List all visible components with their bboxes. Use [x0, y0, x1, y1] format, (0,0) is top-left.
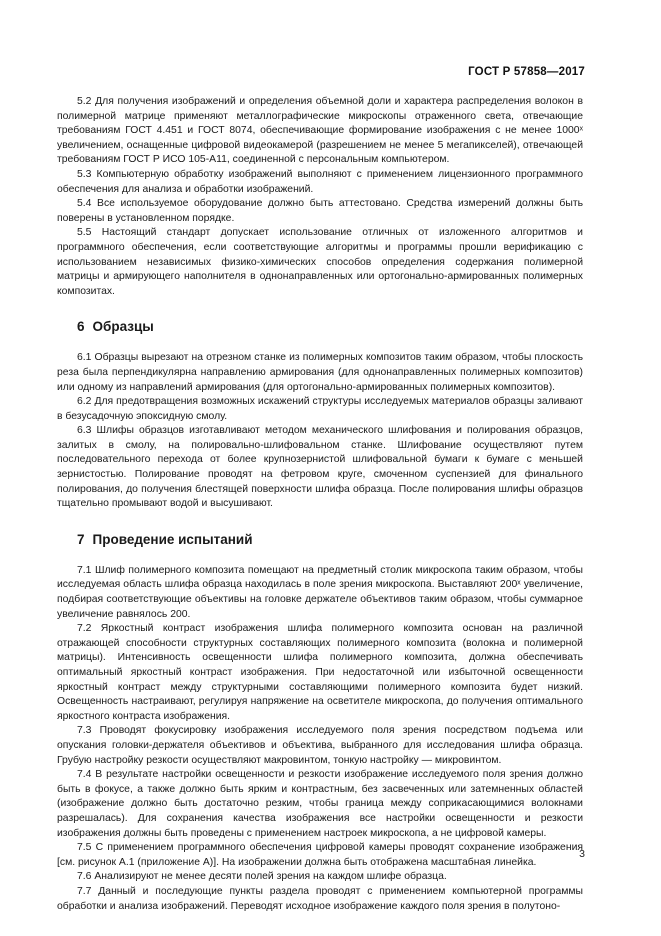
paragraph-5-4: 5.4 Все используемое оборудование должно быть аттестовано. Средства измерений должны быть поверены в установленном порядке.: [57, 198, 583, 224]
document-body: [57, 95, 583, 914]
section-7-title: Проведение испытаний: [92, 531, 253, 547]
paragraph-6-1: 6.1 Образцы вырезают на отрезном станке из полимерных композитов таким образом, чтобы плоскость реза была перпендикулярна направлению армирования (для однонаправленных полимерных композитов) или одному из направлений армирования (для ортогонально-армированных полимерных композитов).: [57, 352, 583, 393]
paragraph-7-3: 7.3 Проводят фокусировку изображения исследуемого поля зрения посредством подъема или опускания головки-держателя объективов и объектива, выбранного для исследования шлифа образца. Грубую настройку резкости осуществляют макровинтом, тонкую настройку — микровинтом.: [57, 725, 583, 766]
section-6-title: Образцы: [92, 319, 154, 335]
paragraph-6-3: 6.3 Шлифы образцов изготавливают методом механического шлифования и полирования образцов, залитых в смолу, на полировально-шлифовальном станке. Шлифование осуществляют путем последовательного перехода от более крупнозернистой шлифовальной бумаги к бумаге с меньшей зернистостью. Полирование проводят на фетровом круге, смоченном суспензией для финального полирования, до получения блестящей поверхности шлифа образца. После полирования шлифы образцов тщательно промывают водой и высушивают.: [57, 425, 583, 510]
paragraph-7-1: 7.1 Шлиф полимерного композита помещают на предметный столик микроскопа таким образом, чтобы исследуемая область шлифа образца находилась в поле зрения микроскопа. Выставляют 200ˣ увеличение, подбирая соответствующие объективы на головке держателе объективов таким образом, чтобы суммарное увеличение равнялось 200.: [57, 564, 583, 620]
paragraph-7-6: 7.6 Анализируют не менее десяти полей зрения на каждом шлифе образца.: [77, 871, 447, 883]
paragraph-5-5: 5.5 Настоящий стандарт допускает использование отличных от изложенного алгоритмов и программного обеспечения, если соответствующие алгоритмы и программы прошли верификацию с использованием независимых физико-химических способов определения содержания полимерной матрицы и армирующего наполнителя в однонаправленных или ортогонально-армированных полимерных композитах.: [57, 227, 583, 297]
section-6-heading: [57, 319, 583, 335]
standard-code-header: ГОСТ Р 57858—2017: [468, 66, 585, 78]
section-7-heading: [57, 532, 583, 548]
section-7-number: 7: [77, 531, 85, 547]
page-number: 3: [579, 848, 585, 860]
paragraph-6-2: 6.2 Для предотвращения возможных искажений структуры исследуемых материалов образцы заливают в безусадочную эпоксидную смолу.: [57, 396, 583, 422]
paragraph-7-5: 7.5 С применением программного обеспечения цифровой камеры проводят сохранение изображения [см. рисунок А.1 (приложение А)]. На изображении должна быть отображена масштабная линейка.: [57, 842, 583, 868]
paragraph-7-7: 7.7 Данный и последующие пункты раздела проводят с применением компьютерной программы обработки и анализа изображений. Переводят исходное изображение каждого поля зрения в полутоно-: [57, 885, 583, 912]
paragraph-7-2: 7.2 Яркостный контраст изображения шлифа полимерного композита основан на различной отражающей способности структурных составляющих полимерного композита (волокна и полимерной матрицы). Интенсивность освещенности шлифа полимерного композита, должна обеспечивать оптимальный яркостный контраст изображения. При недостаточной или избыточной освещенности яркостный контраст между структурными составляющими полимерного композита будет низкий. Освещенность настраивают, регулируя напряжение на осветителе микроскопа, до получения оптимального яркостного контраста изображения.: [57, 623, 583, 722]
section-6-number: 6: [77, 319, 85, 335]
paragraph-5-3: 5.3 Компьютерную обработку изображений выполняют с применением лицензионного программного обеспечения для анализа и обработки изображений.: [57, 168, 583, 195]
paragraph-5-2: 5.2 Для получения изображений и определения объемной доли и характера распределения волокон в полимерной матрице применяют металлографические микроскопы отраженного света, отвечающие требованиям ГОСТ 4.451 и ГОСТ 8074, обеспечивающие формирование изображения с не менее 1000ˣ увеличением, оснащенные цифровой видеокамерой (разрешением не менее 5 мегапикселей), отвечающей требованиям ГОСТ Р ИСО 105-А11, соединенной с персональным компьютером.: [57, 96, 583, 166]
paragraph-7-4: 7.4 В результате настройки освещенности и резкости изображение исследуемого поля зрения должно быть в фокусе, а также должно быть ярким и контрастным, без засвеченных или затемненных областей (изображение должно быть достаточно резким, чтобы граница между соприкасающимися волокнами разрешалась). Для сохранения качества изображения все настройки освещенности и резкости изображения должны быть проведены с применением настроек микроскопа, а не цифровой камеры.: [57, 769, 583, 839]
